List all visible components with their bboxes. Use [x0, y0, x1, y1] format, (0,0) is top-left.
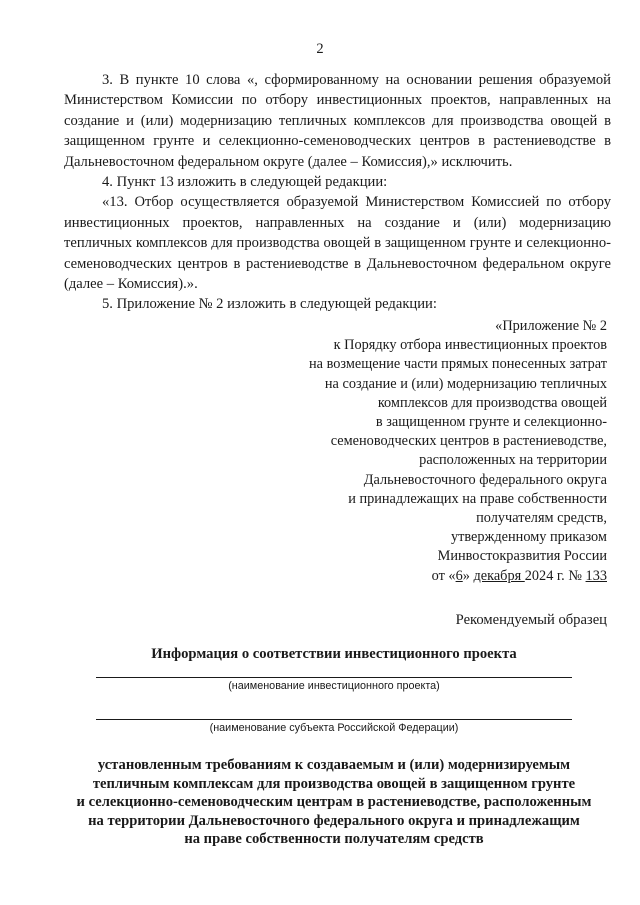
appendix-line: утвержденному приказом	[450, 529, 607, 546]
project-name-line	[96, 677, 572, 678]
date-prefix: от «	[431, 567, 456, 584]
appendix-line: к Порядку отбора инвестиционных проектов	[333, 337, 607, 354]
order-number: 133	[585, 567, 607, 584]
paragraph-item-5: 5. Приложение № 2 изложить в следующей редакции:	[102, 296, 437, 313]
appendix-line: «Приложение № 2	[495, 318, 607, 334]
appendix-line: Минвостокразвития России	[437, 548, 607, 565]
subject-name-caption: (наименование субъекта Российской Федерации)	[209, 722, 459, 734]
paragraph-item-4: 4. Пункт 13 изложить в следующей редакции:	[102, 174, 388, 191]
appendix-line: расположенных на территории	[419, 452, 607, 469]
requirements-line: и селекционно-семеноводческим центрам в растениеводстве, расположенным	[76, 794, 592, 811]
appendix-line: комплексов для производства овощей	[377, 394, 607, 411]
appendix-heading	[200, 317, 607, 586]
info-title: Информация о соответствии инвестиционного проекта	[151, 646, 517, 662]
date-day: 6	[455, 567, 463, 584]
appendix-line: Дальневосточного федерального округа	[363, 471, 607, 488]
subject-name-line	[96, 719, 572, 720]
appendix-line: семеноводческих центров в растениеводстве,	[330, 433, 607, 450]
date-month: декабря	[473, 567, 525, 584]
paragraph-quoted-13: «13. Отбор осуществляется образуемой Министерством Комиссией по отбору инвестиционных проектов, направленных на создание и (или) модернизацию тепличных комплексов для производства овощей в защищенном грунте и селекционно-семеноводческих центров в растениеводстве в Дальневосточном федеральном округе (далее – Комиссия).».	[64, 194, 611, 293]
appendix-line: в защищенном грунте и селекционно-	[375, 414, 607, 431]
date-year: 2024 г. №	[524, 567, 586, 584]
requirements-line: установленным требованиям к создаваемым и (или) модернизируемым	[97, 757, 571, 773]
requirements-line: на территории Дальневосточного федерального округа и принадлежащим	[88, 812, 580, 829]
recommended-form-label: Рекомендуемый образец	[455, 612, 607, 628]
requirements-line: тепличным комплексам для производства овощей в защищенном грунте	[92, 775, 576, 792]
order-date-line	[200, 567, 607, 586]
paragraph-item-3: 3. В пункте 10 слова «, сформированному на основании решения образуемой Министерством Комиссии по отбору инвестиционных проектов, направленных на создание и (или) модернизацию тепличных комплексов для производства овощей в защищенном грунте и селекционно-семеноводческих центров в растениеводстве в Дальневосточном федеральном округе (далее – Комиссия),» исключить.	[64, 72, 611, 170]
page-number: 2	[316, 41, 324, 57]
amendment-text	[64, 70, 611, 315]
project-name-caption: (наименование инвестиционного проекта)	[228, 680, 440, 692]
appendix-line: на создание и (или) модернизацию тепличных	[324, 375, 607, 392]
appendix-line: и принадлежащих на праве собственности	[348, 490, 607, 507]
requirements-line: на праве собственности получателям средств	[184, 831, 484, 848]
appendix-line: получателям средств,	[476, 510, 607, 527]
appendix-line: на возмещение части прямых понесенных затрат	[309, 356, 607, 373]
requirements-heading	[0, 756, 640, 849]
date-mid: »	[462, 567, 474, 584]
